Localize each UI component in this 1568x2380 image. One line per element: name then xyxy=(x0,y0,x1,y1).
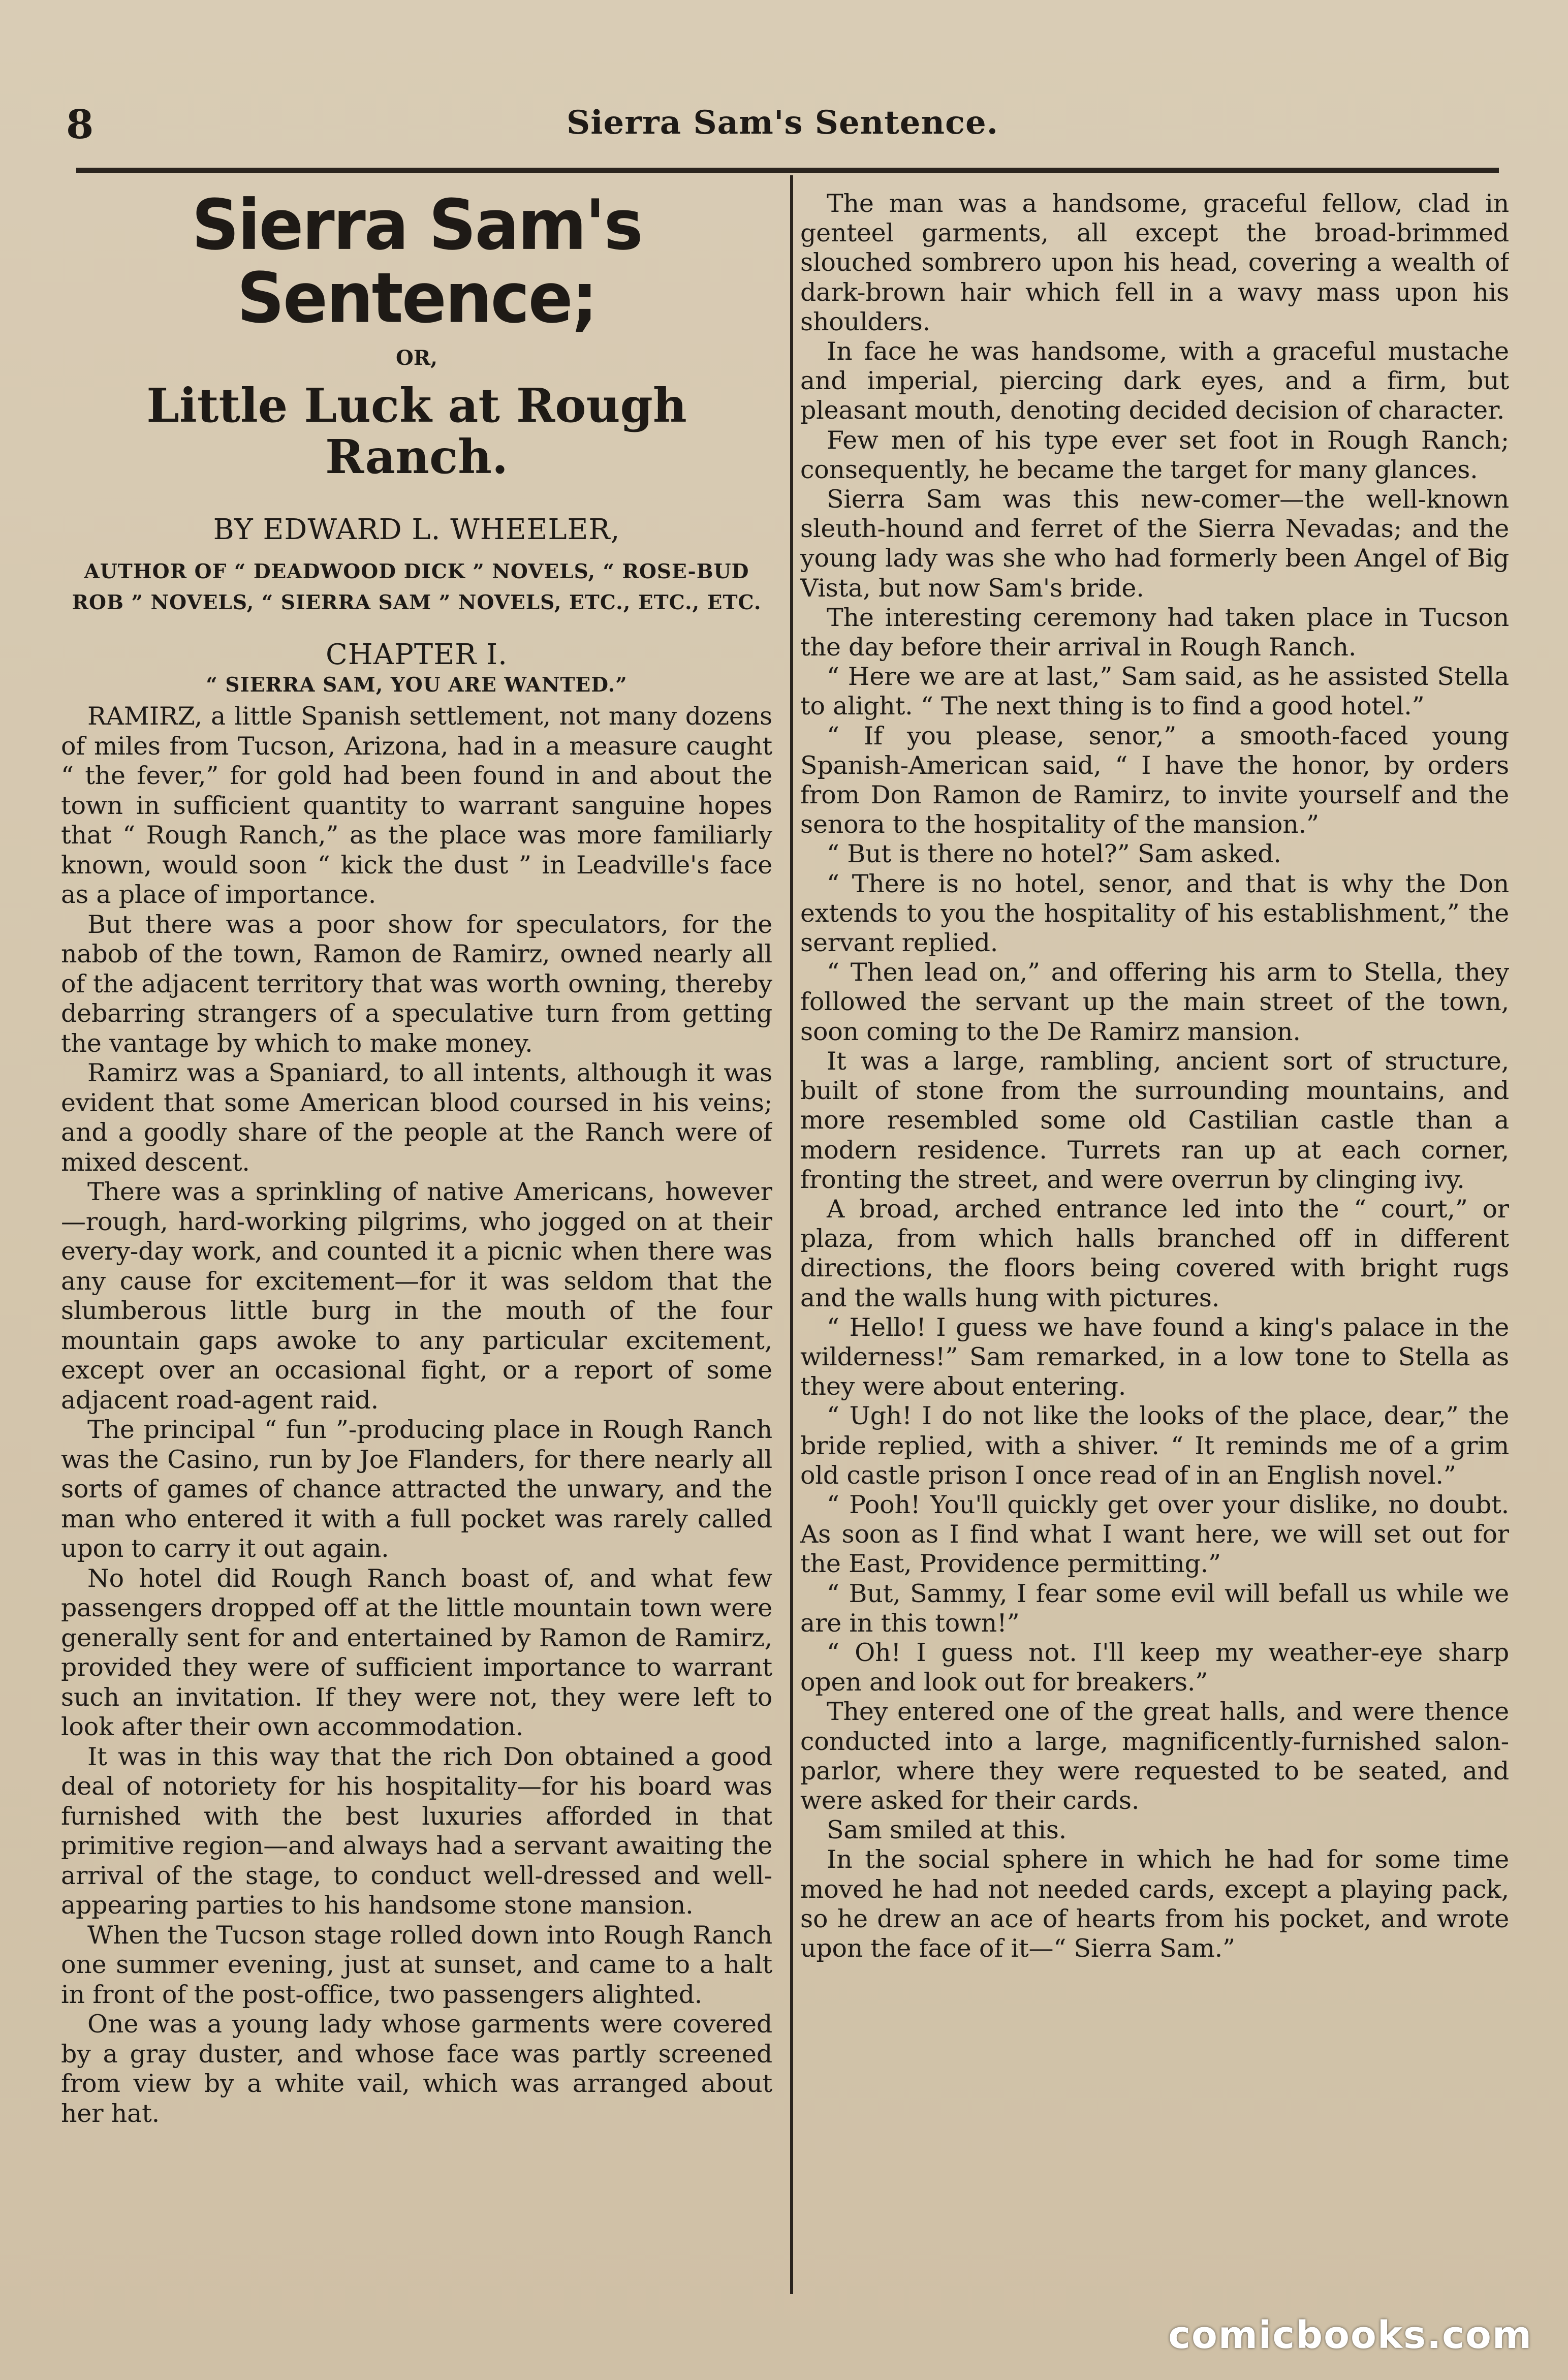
author-credits: AUTHOR OF “ DEADWOOD DICK ” NOVELS, “ ROSE-BUD ROB ” NOVELS, “ SIERRA SAM ” NOVELS, ETC., ETC., ETC. xyxy=(72,560,762,614)
story-title: Sierra Sam's Sentence; xyxy=(192,189,642,338)
paragraph: “ Ugh! I do not like the looks of the place, dear,” the bride replied, with a shiver. “ It reminds me of a grim old castle prison I once read of in an English novel.” xyxy=(800,1401,1509,1490)
running-head xyxy=(66,97,1499,152)
paragraph: No hotel did Rough Ranch boast of, and what few passengers dropped off at the little mountain town were generally sent for and entertained by Ramon de Ramirz, provided they were of sufficient importance to warrant such an invitation. If they were not, they were left to look after their own accommodation. xyxy=(61,1563,772,1742)
paragraph: “ Oh! I guess not. I'll keep my weather-eye sharp open and look out for breakers.” xyxy=(800,1638,1509,1697)
paragraph: “ If you please, senor,” a smooth-faced young Spanish-American said, “ I have the honor, by orders from Don Ramon de Ramirz, to invite yourself and the senora to the hospitality of the mansion.” xyxy=(800,721,1509,839)
paragraph: “ But, Sammy, I fear some evil will befall us while we are in this town!” xyxy=(800,1579,1509,1638)
paragraph: In face he was handsome, with a graceful mustache and imperial, piercing dark eyes, and a firm, but pleasant mouth, denoting decided decision of character. xyxy=(800,337,1509,425)
paragraph: Sam smiled at this. xyxy=(827,1815,1067,1845)
watermark: comicbooks.com xyxy=(1168,2313,1532,2357)
paragraph: In the social sphere in which he had for some time moved he had not needed cards, except a playing pack, so he drew an ace of hearts from his pocket, and wrote upon the face of it—“ Sierra Sam.” xyxy=(800,1845,1509,1963)
page-number: 8 xyxy=(66,102,94,148)
paragraph: A broad, arched entrance led into the “ court,” or plaza, from which halls branched off in different directions, the floors being covered with bright rugs and the walls hung with pictures. xyxy=(800,1194,1509,1312)
paragraph: “ Here we are at last,” Sam said, as he assisted Stella to alight. “ The next thing is to find a good hotel.” xyxy=(800,662,1509,721)
running-title: Sierra Sam's Sentence. xyxy=(567,104,998,142)
paragraph: The principal “ fun ”-producing place in Rough Ranch was the Casino, run by Joe Flanders, for there nearly all sorts of games of chance attracted the unwary, and the man who entered it with a full pocket was rarely called upon to carry it out again. xyxy=(61,1415,772,1563)
paragraph: Ramirz was a Spaniard, to all intents, although it was evident that some American blood coursed in his veins; and a goodly share of the people at the Ranch were of mixed descent. xyxy=(61,1058,772,1177)
paragraph: One was a young lady whose garments were covered by a gray duster, and whose face was partly screened from view by a white vail, which was arranged about her hat. xyxy=(61,2010,772,2128)
paragraph: It was a large, rambling, ancient sort of structure, built of stone from the surrounding mountains, and more resembled some old Castilian castle than a modern residence. Turrets ran up at each corner, fronting the street, and were overrun by clinging ivy. xyxy=(800,1046,1509,1194)
left-body-text xyxy=(61,702,772,2128)
title-or: OR, xyxy=(395,346,437,370)
chapter-heading: CHAPTER I. xyxy=(326,638,508,672)
paragraph: Few men of his type ever set foot in Rough Ranch; consequently, he became the target for many glances. xyxy=(800,425,1509,484)
paragraph: But there was a poor show for speculators, for the nabob of the town, Ramon de Ramirz, owned nearly all of the adjacent territory that was worth owning, thereby debarring strangers of a speculative turn from getting the vantage by which to make money. xyxy=(61,910,772,1058)
paragraph: Sierra Sam was this new-comer—the well-known sleuth-hound and ferret of the Sierra Nevadas; and the young lady was she who had formerly been Angel of Big Vista, but now Sam's bride. xyxy=(800,485,1509,603)
chapter-subheading: “ SIERRA SAM, YOU ARE WANTED.” xyxy=(206,673,628,697)
paragraph: “ Hello! I guess we have found a king's palace in the wilderness!” Sam remarked, in a low tone to Stella as they were about entering. xyxy=(800,1312,1509,1401)
paragraph: They entered one of the great halls, and were thence conducted into a large, magnificently-furnished salon-parlor, where they were requested to be seated, and were asked for their cards. xyxy=(800,1697,1509,1815)
left-column xyxy=(61,189,772,2303)
paragraph: When the Tucson stage rolled down into Rough Ranch one summer evening, just at sunset, and came to a halt in front of the post-office, two passengers alighted. xyxy=(61,1920,772,2009)
paragraph: “ Then lead on,” and offering his arm to Stella, they followed the servant up the main street of the town, soon coming to the De Ramirz mansion. xyxy=(800,958,1509,1046)
paragraph: “ But is there no hotel?” Sam asked. xyxy=(827,839,1281,869)
paragraph: There was a sprinkling of native Americans, however—rough, hard-working pilgrims, who jogged on at their every-day work, and counted it a picnic when there was any cause for excitement—for it was seldom that the slumberous little burg in the mouth of the four mountain gaps awoke to any particular excitement, except over an occasional fight, or a report of some adjacent road-agent raid. xyxy=(61,1177,772,1415)
byline: BY EDWARD L. WHEELER, xyxy=(213,513,620,547)
paragraph: It was in this way that the rich Don obtained a good deal of notoriety for his hospitality—for his board was furnished with the best luxuries afforded in that primitive region—and always had a servant awaiting the arrival of the stage, to conduct well-dressed and well-appearing parties to his handsome stone mansion. xyxy=(61,1742,772,1920)
header-rule xyxy=(76,168,1499,173)
column-divider xyxy=(790,175,793,2294)
paragraph: “ There is no hotel, senor, and that is why the Don extends to you the hospitality of his establishment,” the servant replied. xyxy=(800,869,1509,958)
paragraph: “ Pooh! You'll quickly get over your dislike, no doubt. As soon as I find what I want here, we will set out for the East, Providence permitting.” xyxy=(800,1490,1509,1579)
paragraph: RAMIRZ, a little Spanish settlement, not many dozens of miles from Tucson, Arizona, had in a measure caught “ the fever,” for gold had been found in and about the town in sufficient quantity to warrant sanguine hopes that “ Rough Ranch,” as the place was more familiarly known, would soon “ kick the dust ” in Leadville's face as a place of importance. xyxy=(61,702,772,910)
story-subtitle: Little Luck at Rough Ranch. xyxy=(146,378,687,485)
paragraph: The man was a handsome, graceful fellow, clad in genteel garments, all except the broad-brimmed slouched sombrero upon his head, covering a wealth of dark-brown hair which fell in a wavy mass upon his shoulders. xyxy=(800,189,1509,336)
right-body-text xyxy=(800,189,1509,1963)
right-column xyxy=(800,189,1509,2303)
paragraph: The interesting ceremony had taken place in Tucson the day before their arrival in Rough Ranch. xyxy=(800,603,1509,662)
